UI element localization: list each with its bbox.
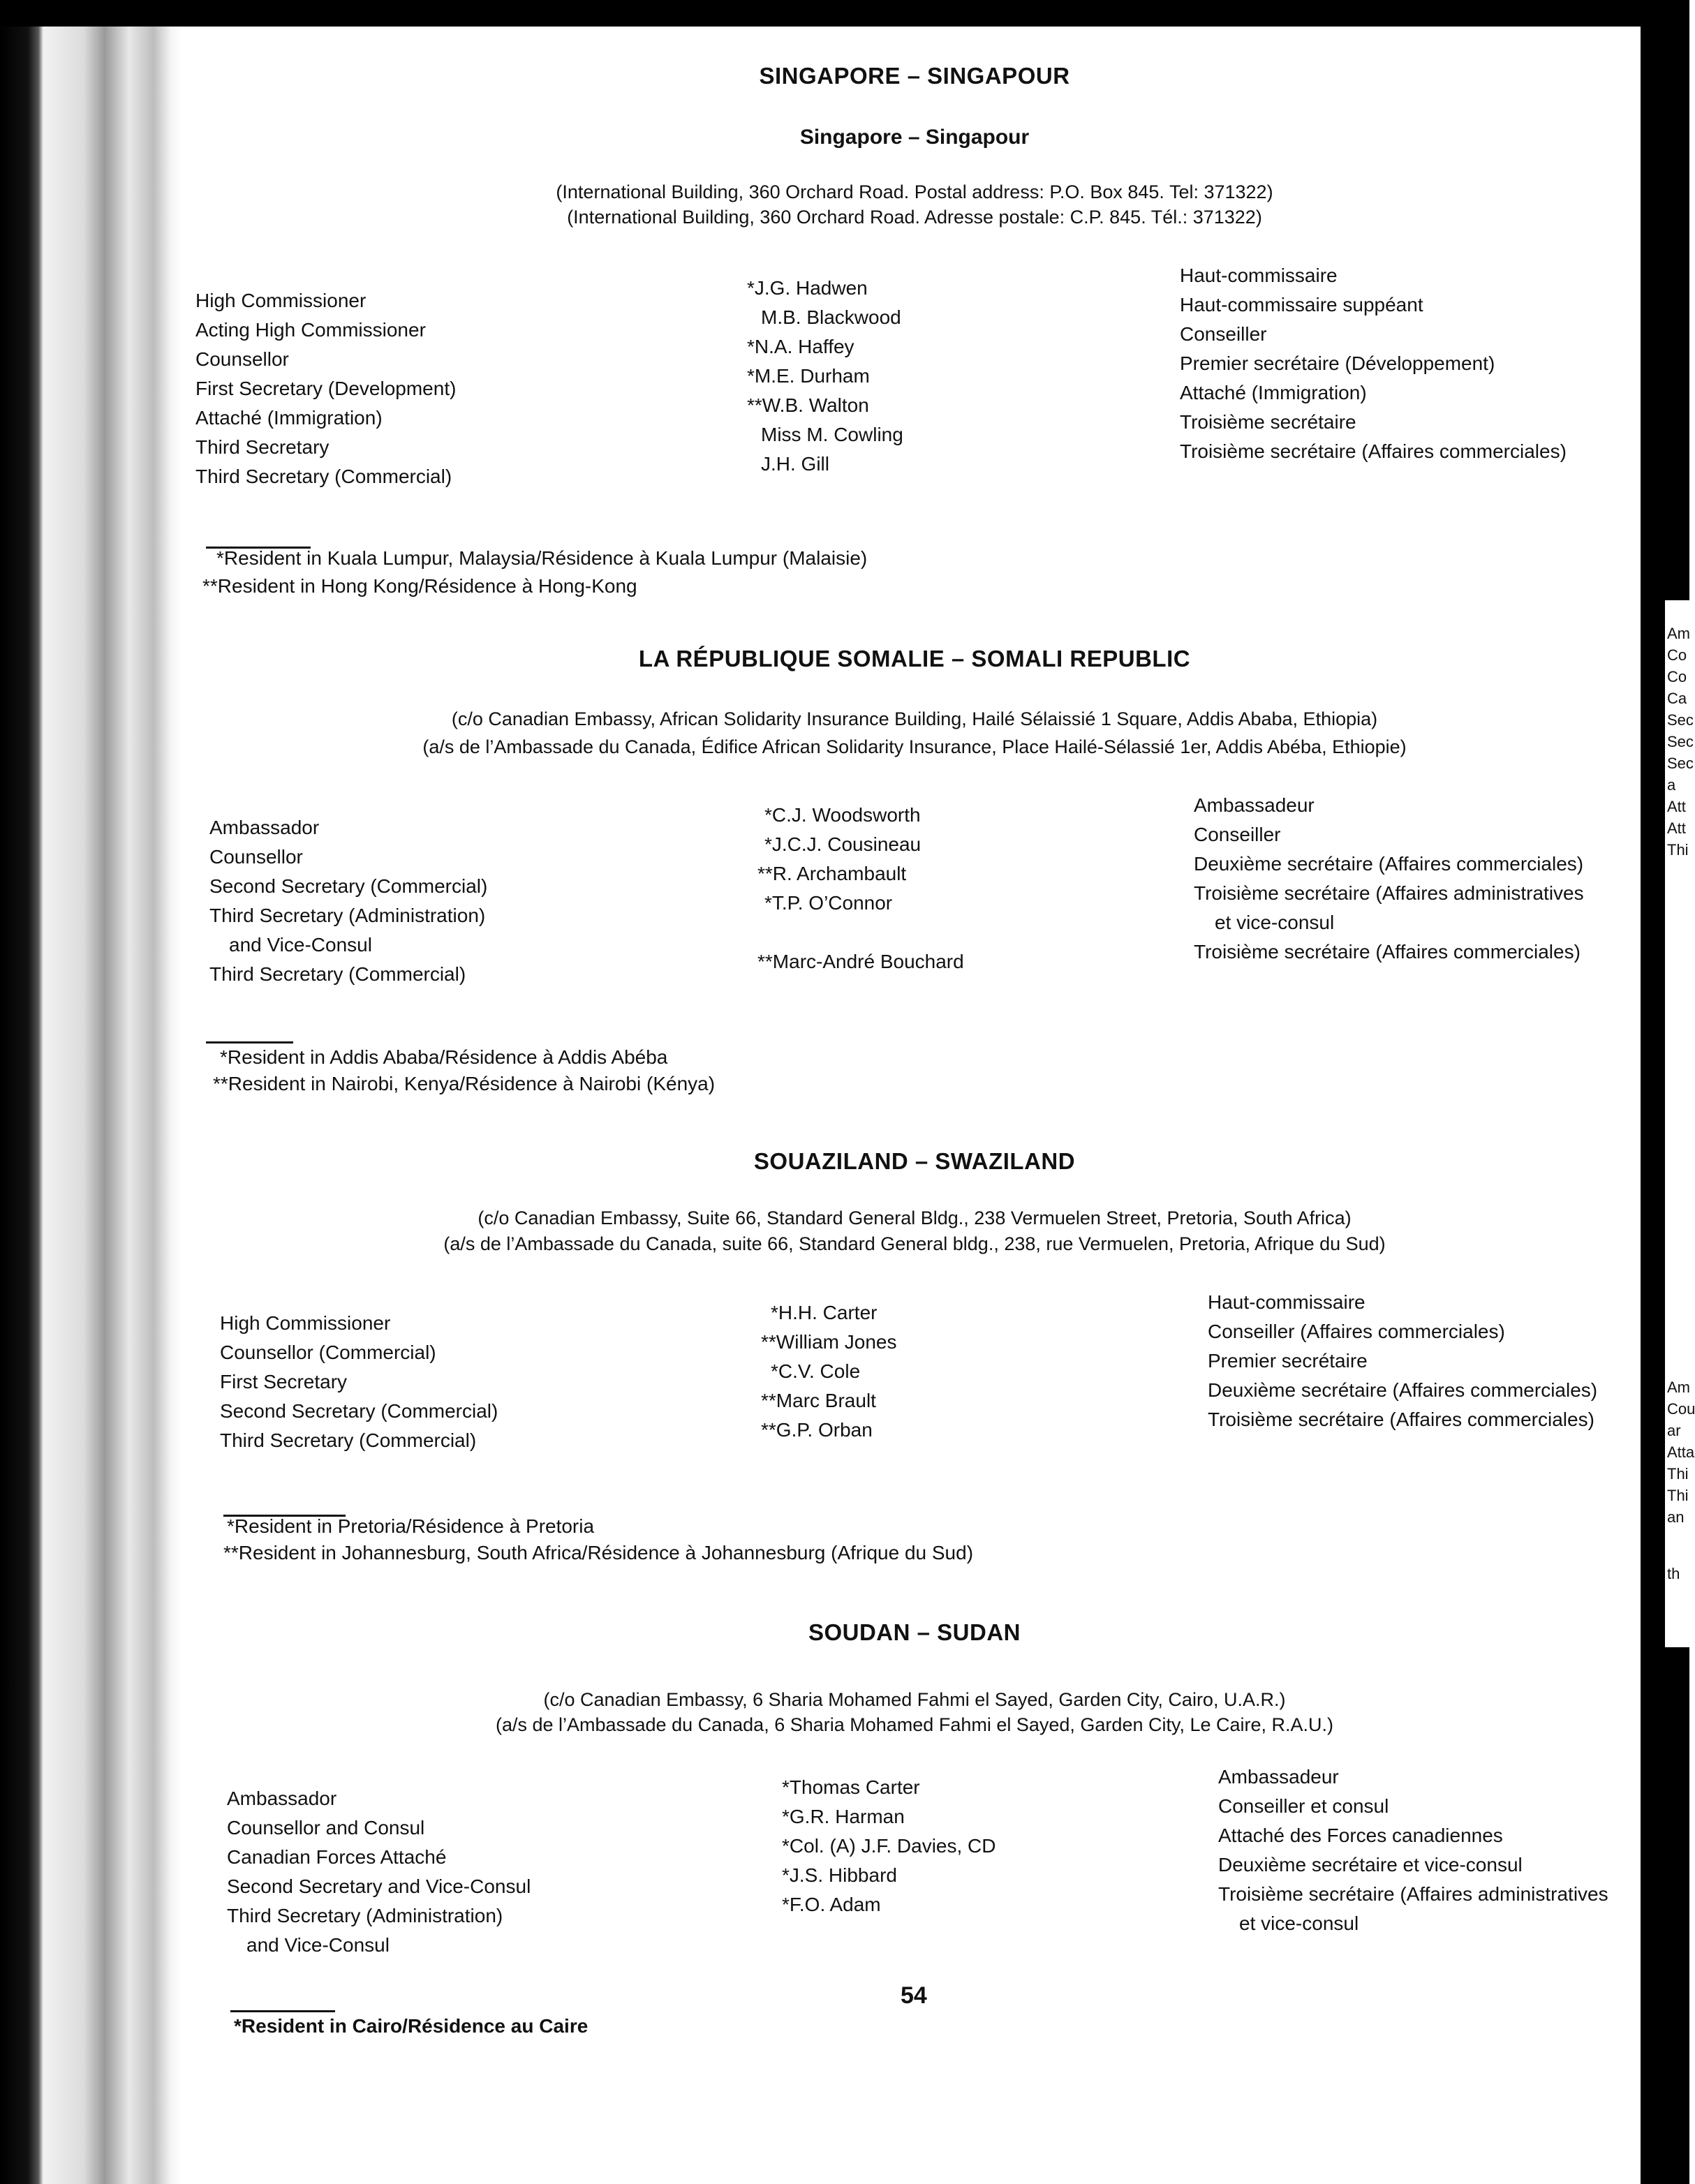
section-swaziland: [195, 1138, 1634, 1570]
fragment: Att: [1667, 798, 1686, 815]
scan-binding-edge: [0, 27, 182, 2184]
title-fr: Conseiller: [1180, 323, 1267, 345]
section-title: SOUDAN – SUDAN: [808, 1619, 1021, 1645]
officer-name: **R. Archambault: [757, 863, 907, 884]
title-en: Counsellor: [195, 348, 289, 370]
title-fr: Premier secrétaire: [1208, 1350, 1368, 1372]
section-title: LA RÉPUBLIQUE SOMALIE – SOMALI REPUBLIC: [638, 646, 1191, 671]
title-en: Third Secretary (Administration): [227, 1905, 503, 1926]
officer-name: *Col. (A) J.F. Davies, CD: [782, 1835, 996, 1857]
titles-french: [1208, 1288, 1597, 1434]
title-fr: Ambassadeur: [1218, 1766, 1339, 1788]
title-fr: et vice-consul: [1215, 912, 1335, 933]
titles-french: [1194, 791, 1584, 967]
title-fr: Troisième secrétaire (Affaires administratives: [1218, 1883, 1608, 1905]
section-subtitle: Singapore – Singapour: [799, 126, 1030, 149]
officer-name: *M.E. Durham: [747, 365, 870, 387]
titles-english: [227, 1784, 531, 1960]
title-en: Second Secretary (Commercial): [220, 1400, 498, 1422]
title-en: Second Secretary (Commercial): [209, 875, 488, 897]
officer-name: *G.R. Harman: [782, 1806, 905, 1827]
title-en: First Secretary (Development): [195, 378, 457, 399]
officer-name: *J.C.J. Cousineau: [764, 833, 921, 855]
footnote: **Resident in Johannesburg, South Africa/Résidence à Johannesburg (Afrique du Sud): [223, 1542, 974, 1563]
officer-name: **Marc-André Bouchard: [757, 951, 964, 972]
officer-name: *C.J. Woodsworth: [764, 804, 921, 826]
title-en: Ambassador: [227, 1788, 337, 1809]
title-fr: Conseiller (Affaires commerciales): [1208, 1321, 1505, 1342]
fragment: a: [1667, 776, 1676, 794]
titles-english: [195, 286, 456, 491]
title-fr: Deuxième secrétaire et vice-consul: [1218, 1854, 1523, 1875]
officer-name: J.H. Gill: [761, 453, 829, 475]
fragment: Co: [1667, 668, 1687, 685]
section-somali-republic: [195, 639, 1634, 1113]
footnote: *Resident in Pretoria/Résidence à Pretoria: [227, 1515, 595, 1537]
officer-names: [782, 1773, 996, 1919]
officer-name: Miss M. Cowling: [761, 424, 903, 445]
fragment: Thi: [1667, 1465, 1689, 1483]
officer-name: *H.H. Carter: [771, 1302, 878, 1323]
fragment: th: [1667, 1565, 1680, 1582]
title-fr: Premier secrétaire (Développement): [1180, 352, 1495, 374]
officer-name: *N.A. Haffey: [747, 336, 854, 357]
title-fr: Attaché des Forces canadiennes: [1218, 1825, 1503, 1846]
title-fr: et vice-consul: [1239, 1912, 1359, 1934]
title-fr: Attaché (Immigration): [1180, 382, 1367, 403]
title-fr: Ambassadeur: [1194, 794, 1315, 816]
fragment: Sec: [1667, 711, 1694, 729]
address-french: (a/s de l’Ambassade du Canada, 6 Sharia Mohamed Fahmi el Sayed, Garden City, Le Caire, R.A.U.): [495, 1714, 1334, 1735]
officer-name: M.B. Blackwood: [761, 306, 901, 328]
fragment: Sec: [1667, 755, 1694, 772]
title-fr: Haut-commissaire: [1208, 1291, 1365, 1313]
title-fr: Troisième secrétaire (Affaires commerciales): [1180, 440, 1567, 462]
officer-names: [761, 1298, 897, 1445]
title-en: and Vice-Consul: [229, 934, 372, 956]
officer-name: **G.P. Orban: [761, 1419, 873, 1441]
fragment: Att: [1667, 819, 1686, 837]
title-en: Counsellor: [209, 846, 303, 868]
officer-names: [757, 801, 964, 976]
adjacent-page-fragments-lower: [1667, 1376, 1695, 1584]
title-en: Second Secretary and Vice-Consul: [227, 1875, 531, 1897]
fragment: Ca: [1667, 690, 1687, 707]
title-en: Third Secretary (Commercial): [220, 1429, 477, 1451]
titles-french: [1180, 261, 1567, 466]
officer-name: *J.S. Hibbard: [782, 1864, 897, 1886]
title-en: Counsellor (Commercial): [220, 1342, 436, 1363]
title-en: First Secretary: [220, 1371, 348, 1392]
address-english: (c/o Canadian Embassy, African Solidarity Insurance Building, Hailé Sélaissié 1 Square, Addis Ababa, Ethiopia): [451, 708, 1378, 729]
address-french: (International Building, 360 Orchard Road. Adresse postale: C.P. 845. Tél.: 371322): [567, 207, 1262, 228]
adjacent-page-fragments-upper: [1667, 623, 1694, 861]
title-fr: Troisième secrétaire (Affaires commerciales): [1194, 941, 1581, 963]
footnote: *Resident in Addis Ababa/Résidence à Addis Abéba: [220, 1046, 668, 1068]
fragment: Sec: [1667, 733, 1694, 750]
officer-name: **W.B. Walton: [747, 394, 869, 416]
title-fr: Haut-commissaire: [1180, 265, 1338, 286]
officer-name: *T.P. O’Connor: [764, 892, 893, 914]
fragment: Atta: [1667, 1443, 1695, 1461]
titles-english: [209, 813, 487, 989]
title-fr: Troisième secrétaire (Affaires commerciales): [1208, 1409, 1594, 1430]
title-en: Ambassador: [209, 817, 320, 838]
title-en: Third Secretary (Commercial): [195, 466, 452, 487]
officer-name: *Thomas Carter: [782, 1776, 920, 1798]
title-fr: Troisième secrétaire: [1180, 411, 1356, 433]
address-english: (International Building, 360 Orchard Road. Postal address: P.O. Box 845. Tel: 371322): [556, 181, 1273, 202]
officer-names: [747, 274, 903, 479]
address-english: (c/o Canadian Embassy, 6 Sharia Mohamed Fahmi el Sayed, Garden City, Cairo, U.A.R.): [543, 1689, 1286, 1710]
officer-name: *C.V. Cole: [771, 1360, 861, 1382]
title-en: High Commissioner: [220, 1312, 391, 1334]
fragment: Thi: [1667, 841, 1689, 859]
titles-english: [220, 1309, 498, 1455]
section-title: SINGAPORE – SINGAPOUR: [759, 63, 1070, 89]
footnote: **Resident in Nairobi, Kenya/Résidence à Nairobi (Kénya): [213, 1073, 716, 1094]
title-en: Counsellor and Consul: [227, 1817, 425, 1838]
footnote: **Resident in Hong Kong/Résidence à Hong-Kong: [202, 575, 637, 597]
title-fr: Deuxième secrétaire (Affaires commerciales): [1208, 1379, 1598, 1401]
section-title: SOUAZILAND – SWAZILAND: [753, 1148, 1076, 1174]
fragment: Co: [1667, 646, 1687, 664]
officer-name: *F.O. Adam: [782, 1894, 881, 1915]
title-en: Third Secretary: [195, 436, 330, 458]
title-en: and Vice-Consul: [246, 1934, 390, 1956]
title-fr: Deuxième secrétaire (Affaires commerciales): [1194, 853, 1584, 875]
title-en: Acting High Commissioner: [195, 319, 426, 341]
title-fr: Troisième secrétaire (Affaires administratives: [1194, 882, 1584, 904]
title-en: Canadian Forces Attaché: [227, 1846, 447, 1868]
section-singapore: [195, 56, 1634, 614]
address-french: (a/s de l’Ambassade du Canada, Édifice African Solidarity Insurance, Place Hailé-Sélassié 1er, Addis Abéba, Ethiopie): [422, 736, 1407, 757]
title-fr: Conseiller: [1194, 824, 1281, 845]
title-fr: Haut-commissaire suppéant: [1180, 294, 1423, 315]
scan-top-border: [0, 0, 1689, 27]
fragment: ar: [1667, 1422, 1681, 1439]
fragment: Cou: [1667, 1400, 1695, 1418]
title-fr: Conseiller et consul: [1218, 1795, 1389, 1817]
address-english: (c/o Canadian Embassy, Suite 66, Standard General Bldg., 238 Vermuelen Street, Pretoria, South Africa): [478, 1208, 1352, 1228]
officer-name: *J.G. Hadwen: [747, 277, 868, 299]
fragment: an: [1667, 1508, 1685, 1526]
title-en: Attaché (Immigration): [195, 407, 383, 429]
page-number: 54: [901, 1982, 927, 2009]
fragment: Thi: [1667, 1487, 1689, 1504]
title-en: Third Secretary (Commercial): [209, 963, 466, 985]
officer-name: **Marc Brault: [761, 1390, 876, 1411]
footnote: *Resident in Cairo/Résidence au Caire: [234, 2015, 589, 2037]
officer-name: **William Jones: [761, 1331, 897, 1353]
titles-french: [1218, 1762, 1608, 1938]
title-en: Third Secretary (Administration): [209, 905, 486, 926]
address-french: (a/s de l’Ambassade du Canada, suite 66, Standard General bldg., 238, rue Vermuelen, Pretoria, Afrique du Sud): [443, 1233, 1386, 1254]
fragment: Am: [1667, 625, 1690, 642]
footnote: *Resident in Kuala Lumpur, Malaysia/Résidence à Kuala Lumpur (Malaisie): [216, 547, 868, 569]
fragment: Am: [1667, 1379, 1690, 1396]
officer-name: [757, 918, 964, 947]
title-en: High Commissioner: [195, 290, 367, 311]
